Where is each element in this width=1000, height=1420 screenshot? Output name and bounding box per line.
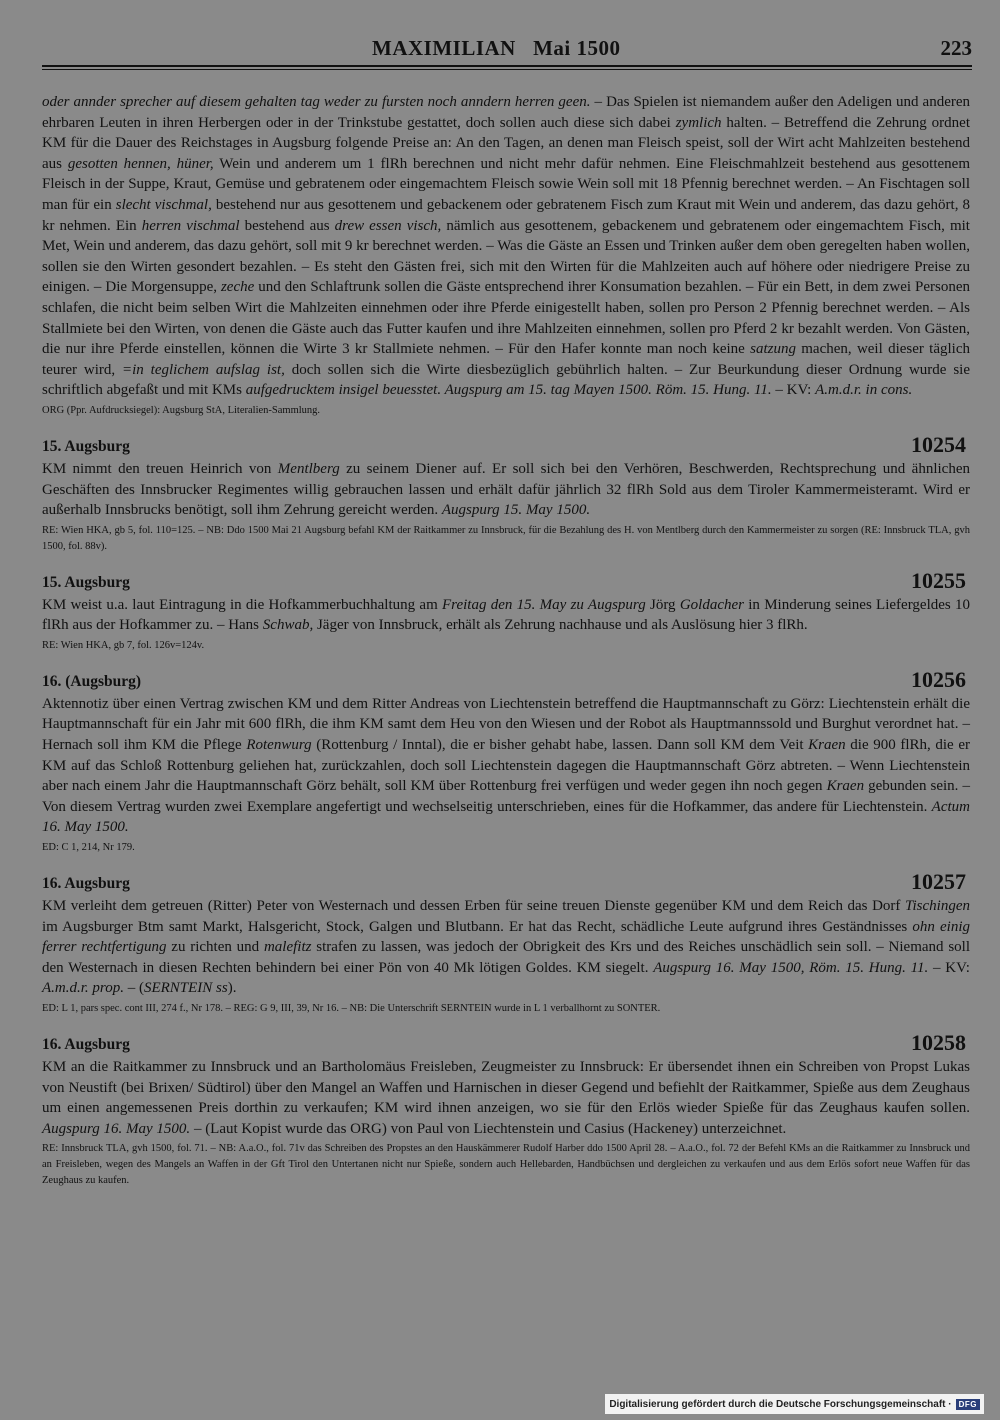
italic-text: Kraen xyxy=(826,778,865,795)
document-entry xyxy=(42,1031,970,1189)
italic-text: Schwab, xyxy=(262,617,314,634)
italic-text: zeche xyxy=(220,279,255,296)
text-run: – KV: xyxy=(928,959,970,976)
entry-number: 10256 xyxy=(911,666,966,692)
italic-text: Augspurg 15. May 1500. xyxy=(441,502,591,519)
text-run: doch sollen sich die Wirte diesbezüglich gebührlich halten. – Zur Beurkundung dieser Ordnung wurde sie schriftlich abgefaßt und mit KMs xyxy=(42,361,971,399)
text-run: bestehend nur aus gesottenem und gebackenem oder gebratenem Fisch zum Kraut mit Wein und anderem, das dazu gehört, 8 kr nehmen. Ein xyxy=(42,196,970,234)
text-run: KM weist u.a. laut Eintragung in die Hofkammerbuchhaltung am xyxy=(42,596,443,613)
footer-text: Digitalisierung gefördert durch die Deutsche Forschungsgemeinschaft · xyxy=(609,1398,952,1410)
entry-body xyxy=(42,896,970,999)
entry-heading xyxy=(42,870,970,896)
entry-heading xyxy=(42,433,970,459)
italic-text: Freitag den 15. May zu Augspurg xyxy=(442,596,646,613)
text-run: KM an die Raitkammer zu Innsbruck und an Bartholomäus Freisleben, Zeugmeister zu Innsbruck: Er übersendet ihnen ein Schreiben von Propst Lukas von Neustift (bei Brixen/ Südtirol) über den Mangel an Waffen und Harnischen in dieser Gegend und befiehlt der Raitkammer, Spieße aus dem Zeughaus um einen angemessenen Preis dorthin zu verkaufen; KM wird ihnen anzeigen, wo sie für den Erlös wieder Spieße für das Zeughaus kaufen sollen. xyxy=(42,1059,970,1117)
italic-text: Augspurg 16. May 1500. xyxy=(42,1120,191,1137)
italic-text: A.m.d.r. in cons. xyxy=(815,382,913,399)
text-run: (Rottenburg / Inntal), die er bisher gehabt habe, lassen. Dann soll KM dem Veit xyxy=(311,737,809,754)
entries-list xyxy=(42,433,970,1189)
entry-body xyxy=(42,595,970,636)
header-rule xyxy=(42,65,972,67)
entry-source-note: RE: Innsbruck TLA, gvh 1500, fol. 71. – NB: A.a.O., fol. 71v das Schreiben des Propstes an den Hauskämmerer Rudolf Harber ddo 1500 April 28. – A.a.O., fol. 72 der Befehl KMs an die Raitkammer zu Innsbruck und an Freisleben, wegen des Mangels an Waffen in der Gft Tirol den Untertanen nicht nur Spieße, sondern auch Hellebarden, Handbüchsen und dergleichen zu verkaufen und aus dem Erlös sofort neue Waffen für das Zeughaus zu kaufen. xyxy=(42,1143,970,1187)
italic-text: herren vischmal xyxy=(141,217,240,234)
entry-body xyxy=(42,694,970,838)
italic-text: zymlich xyxy=(675,114,722,131)
main-content xyxy=(42,92,970,1189)
text-run: halten. – Betreffend die Zehrung ordnet KM für die Dauer des Reichstages in Augsburg folgende Preise an: An den Tagen, an denen man Fleisch speist, soll der Wirt acht Mahlzeiten bestehend aus xyxy=(42,114,970,172)
text-run: – ( xyxy=(123,980,144,997)
entry-body xyxy=(42,459,970,521)
italic-text: slecht vischmal, xyxy=(115,196,212,213)
italic-text: drew essen visch, xyxy=(334,217,442,234)
italic-text: Rotenwurg xyxy=(246,737,312,754)
entry-heading xyxy=(42,668,970,694)
text-run: zu seinem Diener auf. Er soll sich bei den Verhören, Beschwerden, Rechtsprechung und ähnlichen Geschäften des Innsbrucker Regimentes willig gebrauchen lassen und erhält dafür jährlich 32 flRh Sold aus dem Tiroler Kammermeisteramt. Wird er außerhalb Innsbrucks benötigt, soll ihm Zehrung gereicht werden. xyxy=(42,460,970,519)
text-run: Jäger von Innsbruck, erhält als Zehrung nachhause und als Auslösung hier 3 flRh. xyxy=(313,617,808,634)
italic-text: SERNTEIN ss xyxy=(143,980,228,997)
entry-date: 15. Augsburg xyxy=(42,437,130,455)
entry-date: 16. Augsburg xyxy=(42,875,130,893)
entry-number: 10255 xyxy=(911,567,966,593)
text-run: Wein und anderem um 1 flRh berechnen und nicht mehr dafür nehmen. Eine Fleischmahlzeit bestehend aus gesottenem Fleisch in der Suppe, Kraut, Gemüse und gebratenem oder eingemachtem Fleisch sowie Wein soll mit 18 Pfennig berechnet werden. – An Fischtagen soll man für ein xyxy=(42,155,970,213)
entry-source-note: RE: Wien HKA, gb 7, fol. 126v=124v. xyxy=(42,639,205,651)
entry-date: 16. (Augsburg) xyxy=(42,672,142,690)
italic-text: malefitz xyxy=(263,939,312,956)
text-run: gebunden sein. – Von diesem Vertrag wurden zwei Exemplare angefertigt und wechselseitig unterschrieben, eines für die Hofkammer, das andere für Liechtenstein. xyxy=(42,778,970,815)
entry-date: 16. Augsburg xyxy=(42,1036,130,1053)
italic-text: A.m.d.r. prop. xyxy=(42,980,124,997)
italic-text: ohn einig ferrer rechtfertigung xyxy=(42,918,970,956)
page-number: 223 xyxy=(940,36,972,60)
text-run: ). xyxy=(227,980,237,997)
italic-text: Tischingen xyxy=(904,898,970,915)
italic-text: satzung xyxy=(750,341,796,358)
text-run: in Minderung seines Liefergeldes 10 flRh aus der Hofkammer zu. – Hans xyxy=(42,596,971,634)
entry-number: 10254 xyxy=(911,431,966,457)
italic-text: Goldacher xyxy=(679,596,744,613)
italic-text: Augspurg 16. May 1500, Röm. 15. Hung. 11. xyxy=(653,959,929,976)
entry-number: 10257 xyxy=(911,869,966,895)
running-header xyxy=(42,36,972,62)
text-run: im Augsburger Btm samt Markt, Halsgericht, Stock, Galgen und Blutbann. Er hat das Recht, schädliche Leute aufgrund ihres Geständnisses xyxy=(42,918,913,935)
entry-source-note: ED: L 1, pars spec. cont III, 274 f., Nr 178. – REG: G 9, III, 39, Nr 16. – NB: Die Unterschrift SERNTEIN wurde in L 1 verballhornt zu SONTER. xyxy=(42,1003,661,1014)
text-run: KM verleiht dem getreuen (Ritter) Peter von Westernach und dessen Erben für seine treuen Dienste gegenüber KM und dem Reich das Dorf xyxy=(42,898,905,915)
italic-text: oder annder sprecher auf diesem gehalten tag weder zu fursten noch anndern herren geen. xyxy=(42,94,591,110)
entry-heading xyxy=(42,1031,970,1057)
text-run: und den Schlaftrunk sollen die Gäste entsprechend ihrer Konsumation bezahlen. – Für ein Bett, in dem zwei Personen schlafen, die nicht beim selben Wirt die Mahlzeiten einnehmen oder ihre Pferde einigestellt haben, sollen pro Person 2 Pfennig berechnet werden. – Als Stallmiete bei den Wirten, von denen die Gäste auch das Futter kaufen und ihre Mahlzeiten einnehmen, sollen pro Pferd 2 kr bezahlt werden. Von Gästen, die nur ihre Pferde einstellen, können die Wirte 3 kr Stallmiete nehmen. – Für den Hafer konnte man noch keine xyxy=(42,279,970,358)
header-rule-thin xyxy=(42,69,972,70)
italic-text: Actum 16. May 1500. xyxy=(42,798,970,836)
entry-source-note: ED: C 1, 214, Nr 179. xyxy=(42,842,135,854)
text-run: – (Laut Kopist wurde das ORG) von Paul von Liechtenstein und Casius (Hackeney) unterzeichnet. xyxy=(190,1120,787,1137)
footer-credit xyxy=(605,1394,984,1414)
text-run: Aktennotiz über einen Vertrag zwischen KM und dem Ritter Andreas von Liechtenstein betreffend die Hauptmannschaft zu Görz: Liechtenstein erhält die Hauptmannschaft für ein Jahr mit 600 flRh, die ihm KM samt dem Heu von den Wiesen und der Robot als Hauptmannssold und Burghut verordnet hat. – Hernach soll ihm KM die Pflege xyxy=(42,695,970,754)
italic-text: Mentlberg xyxy=(277,460,340,477)
document-entry xyxy=(42,433,970,555)
text-run: – KV: xyxy=(771,382,816,399)
text-run: bestehend aus xyxy=(239,217,335,234)
text-run: strafen zu lassen, was jedoch der Obrigkeit des Krs und des Reiches unschädlich sein soll. – Niemand soll den Westernach in diesen Rechten behindern bei einer Pön von 40 Mk lötigen Goldes. KM siegelt. xyxy=(42,939,971,976)
text-run: machen, weil dieser täglich teurer wird, xyxy=(42,341,970,378)
italic-text: Kraen xyxy=(808,737,846,754)
text-run: zu richten und xyxy=(166,939,264,956)
italic-text: aufgedrucktem insigel beuesstet. Augspurg am 15. tag Mayen 1500. Röm. 15. Hung. 11. xyxy=(245,382,772,399)
text-run: die 900 flRh, die er KM auf das Schloß Rottenburg geliehen hat, zurückzahlen, doch soll Liechtenstein dagegen die Hauptmannschaft Görz abtreten. – Wenn Liechtenstein aber nach einem Jahr die Hauptmannschaft Görz behält, soll KM über Rottenburg frei verfügen und weder gegen ihn noch gegen xyxy=(42,737,970,795)
entry-date: 15. Augsburg xyxy=(42,573,130,591)
italic-text: gesotten hennen, hüner, xyxy=(67,155,214,172)
text-run: KM nimmt den treuen Heinrich von xyxy=(42,460,278,477)
entry-source-note: RE: Wien HKA, gb 5, fol. 110=125. – NB: Ddo 1500 Mai 21 Augsburg befahl KM der Raitkammer zu Innsbruck, für die Bezahlung des H. von Mentlberg durch den Kammermeister zu sorgen (RE: Innsbruck TLA, gvh 1500, fol. 88v). xyxy=(42,524,970,552)
italic-text: =in teglichem aufslag ist, xyxy=(122,361,285,378)
dfg-logo: DFG xyxy=(956,1399,980,1410)
entry-body xyxy=(42,1057,970,1139)
intro-section xyxy=(42,92,970,419)
entry-number: 10258 xyxy=(911,1030,966,1055)
header-title: MAXIMILIAN Mai 1500 xyxy=(372,36,621,60)
text-run: – Das Spielen ist niemandem außer den Adeligen und anderen ehrbaren Leuten in ihren Herbergen oder in der Trinkstube gestattet, doch sollen auch diese sich dabei xyxy=(42,94,971,131)
intro-paragraph xyxy=(42,92,970,401)
text-run: Jörg xyxy=(645,596,680,613)
document-entry xyxy=(42,668,970,856)
entry-heading xyxy=(42,569,970,595)
document-entry xyxy=(42,870,970,1017)
intro-note: ORG (Ppr. Aufdrucksiegel): Augsburg StA, Literalien-Sammlung. xyxy=(42,404,321,416)
document-entry xyxy=(42,569,970,654)
text-run: nämlich aus gesottenem, gebackenem und gebratenem oder eingemachtem Fisch, mit Met, Wein und anderem, das dazu gehört, soll mit 9 kr berechnet werden. – Was die Gäste an Essen und Trinken außer dem oben geregelten haben wollen, sollen sie den Wirten gesondert bezahlen. – Es steht den Gästen frei, sich mit den Wirten für die Mahlzeiten auch auf höhere oder niedrigere Preise zu einigen. – Die Morgensuppe, xyxy=(42,217,970,296)
